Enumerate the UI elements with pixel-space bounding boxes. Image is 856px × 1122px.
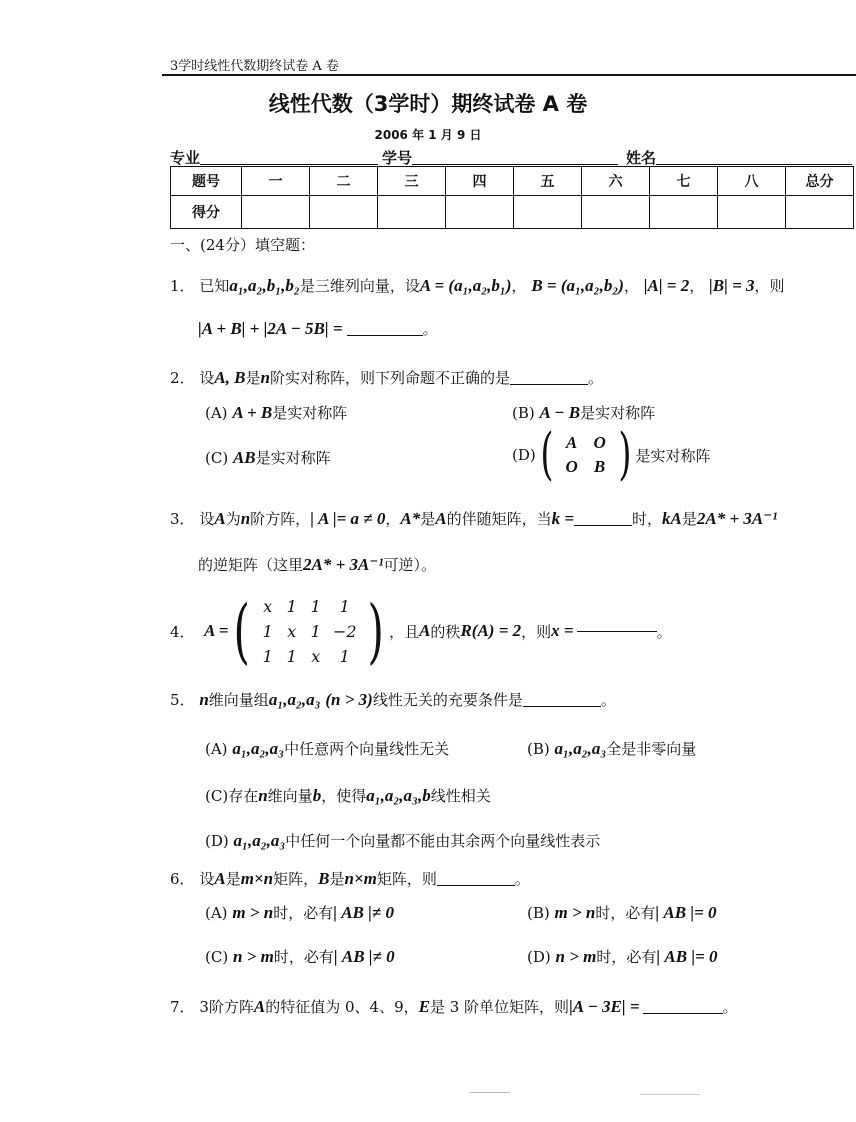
col-4: 四: [446, 167, 514, 196]
q4-m22: x: [287, 621, 297, 641]
q4-answer-blank[interactable]: [577, 631, 657, 632]
col-8: 八: [718, 167, 786, 196]
q2-opt-a-label: (A): [205, 404, 228, 422]
q6-option-a[interactable]: [205, 902, 394, 923]
q6-opt-c-cond: n > m: [232, 947, 274, 966]
q2-number: 2．: [170, 369, 195, 387]
q6-text-a: 设: [199, 870, 215, 888]
q5-opt-c-text-b: 维向量: [267, 787, 313, 805]
exam-title: 线性代数（3学时）期终试卷 A 卷: [268, 92, 588, 116]
q6-b: B: [318, 869, 330, 888]
q7-e: E: [418, 997, 430, 1016]
q2-option-d[interactable]: [512, 422, 711, 487]
q6-nxm: n×m: [344, 869, 377, 888]
question-4: [170, 592, 672, 670]
col-2: 二: [310, 167, 378, 196]
q6-opt-a-text: 时，必有: [273, 904, 334, 922]
q1-b-def: B = (a₁,a₂,b₂): [531, 276, 624, 295]
q1-expression: |A + B| + |2A − 5B| =: [198, 319, 343, 338]
q3-det: | A |= a ≠ 0: [310, 509, 386, 528]
q7-expr: |A − 3E| =: [569, 997, 640, 1016]
q4-m34: 1: [339, 646, 350, 666]
q5-text-b: 线性无关的充要条件是: [372, 691, 523, 709]
q3-line2-a: 的逆矩阵（这里: [198, 556, 304, 574]
major-blank[interactable]: [200, 164, 378, 165]
q1-text-b: 是三维列向量，设: [299, 277, 420, 295]
question-7: [170, 996, 738, 1017]
q2-text-b: 是: [245, 369, 261, 387]
q6-opt-d-cond: n > m: [555, 947, 597, 966]
q6-opt-b-cond: m > n: [554, 903, 596, 922]
q6-opt-c-label: (C): [205, 948, 229, 966]
student-id-field: [382, 147, 618, 168]
q7-end: 。: [722, 998, 738, 1016]
question-6: [170, 868, 530, 889]
col-3: 三: [378, 167, 446, 196]
q3-a-2: A: [435, 509, 447, 528]
scan-mark-2: [640, 1094, 700, 1095]
col-6: 六: [582, 167, 650, 196]
q5-option-b[interactable]: [527, 738, 696, 759]
q1-answer-blank[interactable]: [347, 335, 423, 336]
score-cell-3[interactable]: [378, 196, 446, 229]
q2-d-m11: A: [565, 433, 578, 452]
q2-opt-d-text: 是实对称阵: [635, 446, 711, 465]
q6-opt-b-res: | AB |= 0: [655, 903, 717, 922]
q7-answer-blank[interactable]: [643, 1013, 723, 1014]
question-1-line2: [198, 318, 438, 339]
q6-option-c[interactable]: [205, 946, 395, 967]
q5-opt-c-label: (C): [205, 787, 229, 805]
q5-opt-d-label: (D): [205, 832, 229, 850]
q4-m23: 1: [310, 621, 321, 641]
q3-ka: kA: [662, 509, 682, 528]
q4-left-paren: (: [233, 590, 251, 672]
q4-m24: −2: [332, 621, 357, 641]
q6-opt-c-res: | AB |≠ 0: [333, 947, 395, 966]
q5-vars: a₁,a₂,a₃: [268, 690, 321, 709]
q3-line2-expr: 2A* + 3A⁻¹: [303, 555, 384, 574]
q7-text-b: 的特征值为 0、4、9，: [265, 998, 419, 1016]
q4-x-eq: x =: [551, 621, 574, 640]
q1-det-a: |A| = 2: [643, 276, 690, 295]
q6-opt-c-text: 时，必有: [273, 948, 334, 966]
q2-opt-b-math: A − B: [539, 403, 581, 422]
q3-number: 3．: [170, 510, 195, 528]
score-table-score-row: [171, 196, 854, 229]
name-label: 姓名: [626, 149, 657, 167]
q7-a: A: [253, 997, 266, 1016]
q5-end: 。: [600, 691, 616, 709]
q2-opt-c-math: AB: [232, 448, 256, 467]
score-table-header-row: [171, 167, 854, 196]
name-field: [626, 147, 852, 168]
q2-vars: A, B: [214, 368, 246, 387]
major-label: 专业: [170, 149, 201, 167]
q4-a: A: [419, 621, 431, 640]
q2-d-left-paren: (: [540, 422, 554, 487]
q5-opt-d-text: 中任何一个向量都不能由其余两个向量线性表示: [285, 832, 601, 850]
score-cell-2[interactable]: [310, 196, 378, 229]
scan-mark: [470, 1092, 510, 1093]
q1-det-b: |B| = 3: [709, 276, 755, 295]
q1-end: 。: [422, 320, 438, 338]
q6-option-d[interactable]: [527, 946, 718, 967]
q2-opt-a-text: 是实对称阵: [272, 404, 348, 422]
q2-opt-b-text: 是实对称阵: [580, 404, 656, 422]
row-label-question: 题号: [171, 167, 242, 196]
q2-end: 。: [588, 369, 604, 387]
q2-n: n: [260, 368, 271, 387]
q6-opt-a-label: (A): [205, 904, 228, 922]
q2-text-a: 设: [199, 369, 215, 387]
question-2: [170, 367, 603, 388]
q5-opt-a-text: 中任意两个向量线性无关: [284, 740, 450, 758]
running-header: 3学时线性代数期终试卷 A 卷: [170, 59, 339, 74]
q6-end: 。: [514, 870, 530, 888]
q3-text-g: 是: [681, 510, 697, 528]
q2-d-m21: O: [565, 457, 578, 476]
q6-text-b: 是: [225, 870, 241, 888]
q5-opt-b-text: 全是非零向量: [606, 740, 697, 758]
q3-k: k =: [551, 509, 575, 528]
q4-matrix: [256, 597, 362, 666]
score-cell-6[interactable]: [582, 196, 650, 229]
col-1: 一: [242, 167, 310, 196]
q5-opt-d-math: a₁,a₂,a₃: [233, 831, 286, 850]
q1-number: 1．: [170, 277, 195, 295]
q2-d-right-paren: ): [617, 422, 632, 487]
q2-opt-b-label: (B): [512, 404, 535, 422]
q7-number: 7．: [170, 998, 195, 1016]
q5-answer-blank[interactable]: [523, 706, 601, 707]
q5-cond: (n > 3): [325, 690, 373, 709]
q3-text-b: 为: [225, 510, 241, 528]
q1-then: ，则: [754, 277, 785, 295]
col-7: 七: [650, 167, 718, 196]
q6-number: 6．: [170, 870, 195, 888]
section1-heading: 一、(24分）填空题：: [170, 236, 315, 254]
q6-answer-blank[interactable]: [437, 885, 515, 886]
q3-n: n: [240, 509, 251, 528]
q5-opt-a-label: (A): [205, 740, 228, 758]
question-3: [170, 508, 777, 529]
q4-m12: 1: [286, 596, 297, 616]
q6-text-d: 是: [329, 870, 345, 888]
q5-opt-c-math: a₁,a₂,a₃,b: [366, 786, 431, 805]
q4-m31: 1: [262, 646, 273, 666]
student-id-blank[interactable]: [412, 164, 618, 165]
q4-rank: R(A) = 2: [460, 621, 522, 640]
score-cell-7[interactable]: [650, 196, 718, 229]
q5-opt-b-math: a₁,a₂,a₃: [554, 739, 607, 758]
q1-text-a: 已知: [199, 277, 230, 295]
q6-opt-d-label: (D): [527, 948, 551, 966]
q4-m14: 1: [339, 596, 350, 616]
col-5: 五: [514, 167, 582, 196]
q5-opt-c-text-d: 线性相关: [430, 787, 491, 805]
q6-a: A: [214, 869, 226, 888]
q6-opt-b-text: 时，必有: [595, 904, 656, 922]
q7-text-c: 是 3 阶单位矩阵，则: [429, 998, 570, 1016]
q4-m32: 1: [286, 646, 297, 666]
q5-number: 5．: [170, 691, 195, 709]
q5-opt-c-text-c: ，使得: [321, 787, 367, 805]
q1-vars: a₁,a₂,b₁,b₂: [229, 276, 300, 295]
q1-a-def: A = (a₁,a₂,b₁): [419, 276, 512, 295]
student-id-label: 学号: [382, 149, 413, 167]
q2-opt-d-label: (D): [512, 446, 536, 464]
q5-opt-c-b: b: [312, 786, 322, 805]
score-cell-5[interactable]: [514, 196, 582, 229]
q3-text-e: 的伴随矩阵，当: [446, 510, 552, 528]
q6-text-c: 矩阵，: [273, 870, 319, 888]
q2-option-b[interactable]: [512, 402, 655, 423]
q2-text-c: 阶实对称阵，则下列命题不正确的是: [270, 369, 511, 387]
score-cell-1[interactable]: [242, 196, 310, 229]
question-5: [170, 689, 616, 710]
q6-mxn: m×n: [240, 869, 274, 888]
q4-text-c: ，则: [521, 622, 552, 641]
q3-adj: A*: [400, 509, 421, 528]
q3-sep: ，: [385, 510, 401, 528]
major-field: [170, 147, 378, 168]
q3-text-c: 阶方阵，: [250, 510, 311, 528]
q5-n: n: [199, 690, 209, 709]
q6-opt-a-cond: m > n: [232, 903, 274, 922]
q3-text-d: 是: [420, 510, 436, 528]
q3-line2-b: 可逆）。: [383, 556, 436, 574]
q4-text-b: 的秩: [430, 622, 461, 641]
q5-option-d[interactable]: [205, 830, 600, 851]
q3-a: A: [214, 509, 226, 528]
q5-opt-c-n: n: [258, 786, 268, 805]
row-label-score: 得分: [171, 196, 242, 229]
q6-opt-d-res: | AB |= 0: [656, 947, 718, 966]
q2-option-c[interactable]: [205, 447, 331, 468]
name-blank[interactable]: [656, 164, 852, 165]
q2-d-m22: B: [593, 457, 606, 476]
q2-opt-c-label: (C): [205, 449, 229, 467]
q3-answer-blank[interactable]: [574, 525, 632, 526]
q6-opt-b-label: (B): [527, 904, 550, 922]
q4-m33: x: [311, 646, 321, 666]
question-1: 1． 已知a₁,a₂,b₁,b₂是三维列向量，设A = (a₁,a₂,b₁)， B = (a₁,a₂,b₂)， |A| = 2， |B| = 3，则: [170, 276, 785, 295]
q6-opt-d-text: 时，必有: [596, 948, 657, 966]
question-3-line2: [198, 554, 436, 575]
q4-number: 4．: [170, 622, 195, 641]
q3-text-a: 设: [199, 510, 215, 528]
q6-text-e: 矩阵，则: [376, 870, 437, 888]
q5-text-a: 维向量组: [208, 691, 269, 709]
col-total: 总分: [786, 167, 854, 196]
q5-opt-b-label: (B): [527, 740, 550, 758]
q3-text-f: 时，: [632, 510, 663, 528]
score-cell-8[interactable]: [718, 196, 786, 229]
q2-d-m12: O: [593, 433, 606, 452]
q4-end: 。: [656, 622, 672, 641]
q3-expr: 2A* + 3A⁻¹: [696, 509, 778, 528]
score-cell-total[interactable]: [786, 196, 854, 229]
q2-answer-blank[interactable]: [510, 384, 588, 385]
q4-right-paren: ): [367, 590, 384, 672]
score-cell-4[interactable]: [446, 196, 514, 229]
q2-d-matrix: [558, 433, 614, 477]
score-table: [170, 166, 854, 229]
q5-opt-a-math: a₁,a₂,a₃: [232, 739, 285, 758]
q2-option-a[interactable]: [205, 402, 347, 423]
exam-date: 2006 年 1 月 9 日: [374, 128, 482, 142]
q6-option-b[interactable]: [527, 902, 717, 923]
q4-m21: 1: [262, 621, 273, 641]
q2-opt-a-math: A + B: [232, 403, 273, 422]
q4-text-a: ，且: [389, 622, 420, 641]
q4-m11: x: [263, 596, 273, 616]
q4-m13: 1: [310, 596, 321, 616]
header-rule: [162, 74, 856, 76]
q4-a-eq: A =: [204, 621, 229, 640]
q7-text-a: 3阶方阵: [199, 998, 254, 1016]
q5-option-a[interactable]: [205, 738, 449, 759]
q5-option-c[interactable]: [205, 785, 491, 806]
q5-opt-c-text-a: 存在: [228, 787, 259, 805]
q2-opt-c-text: 是实对称阵: [255, 449, 331, 467]
q6-opt-a-res: | AB |≠ 0: [333, 903, 394, 922]
